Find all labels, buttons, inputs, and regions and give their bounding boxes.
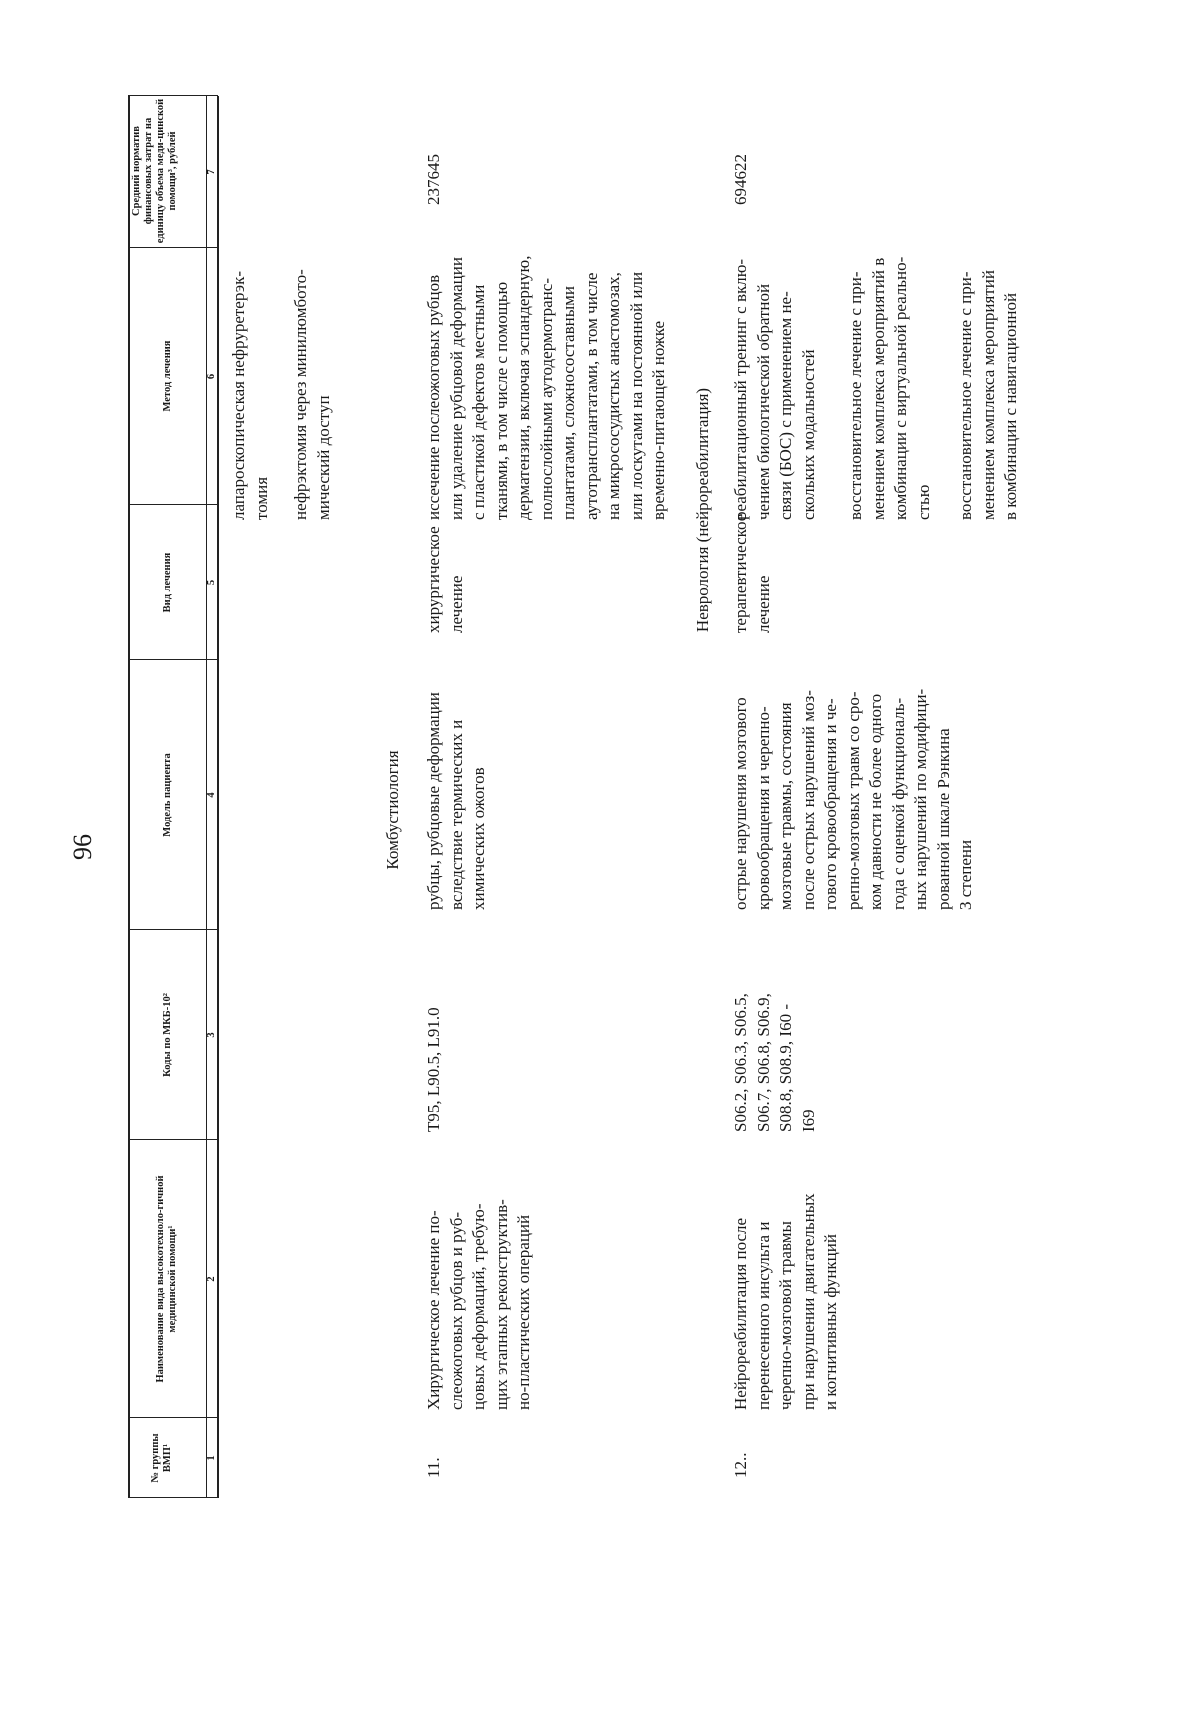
- row-11-treatment-method: иссечение послеожоговых рубцов или удаление рубцовой деформации с пластикой дефектов местными тканями, в том числе с помощью дерматензии, включая эспандерную, полнослойными аутодермотранс- плантатами, сложносоставными аутотрансплантатами, в том числе на микрососудистых анастомозах, или лоскутами на постоянной или временно-питающей ножке: [424, 255, 668, 520]
- col-number-5: 5: [206, 579, 217, 586]
- row-12-icd-codes: S06.2, S06.3, S06.5, S06.7, S06.8, S06.9, S08.8, S08.9, I60 - I69: [731, 993, 818, 1132]
- row-11-vmp-name: Хирургическое лечение по- слеожоговых рубцов и руб- цовых деформаций, требую- щих этапных реконструктив- но-пластических операций: [424, 1199, 533, 1410]
- header-group-number: № группы ВМП¹: [150, 1433, 173, 1483]
- header-treatment-type: Вид лечения: [162, 552, 173, 613]
- column-number-divider: [217, 96, 219, 1498]
- section-title-combustiology: Комбустиология: [383, 750, 402, 870]
- row-12-treatment-type: терапевтическое лечение: [731, 513, 773, 633]
- header-patient-model: Модель пациента: [162, 753, 173, 837]
- header-treatment-method: Метод лечения: [162, 340, 173, 412]
- continued-method-1: лапароскопическая нефруретерэк- томия: [229, 271, 271, 520]
- col-number-4: 4: [206, 792, 217, 798]
- col-line-0: [128, 1497, 218, 1498]
- col-line-6: [128, 247, 218, 248]
- col-line-2: [128, 1139, 218, 1140]
- continued-method-2: нефрэктомия через минилюмбото- мический доступ: [291, 269, 333, 520]
- row-12-method-2: восстановительное лечение с при- менением комплекса мероприятий в комбинации с виртуальной реально- стью: [846, 256, 933, 520]
- row-12-vmp-name: Нейрореабилитация после перенесенного инсульта и черепно-мозговой травмы при нарушении двигательных и когнитивных функций: [731, 1193, 840, 1410]
- col-line-7: [128, 95, 218, 96]
- col-number-2: 2: [206, 1276, 217, 1282]
- header-icd-codes: Коды по МКБ-10²: [162, 993, 173, 1077]
- row-12-patient-model: острые нарушения мозгового кровообращения и черепно- мозговые травмы, состояния после острых нарушений моз- гового кровообращения и че- репно-мозговых травм со сро- ком давности не более одного года с оценкой функциональ- ных нарушений по модифици- рованной шкале Рэнкина 3 степени: [731, 688, 975, 910]
- header-vmp-name: Наименование вида высокотехноло-гичной медицинской помощи¹: [155, 1175, 178, 1383]
- row-11-patient-model: рубцы, рубцовые деформации вследствие термических и химических ожогов: [424, 692, 488, 910]
- row-12-average-cost: 694622: [731, 154, 750, 205]
- row-12-method-3: восстановительное лечение с при- менением комплекса мероприятий в комбинации с навигационной: [956, 270, 1020, 520]
- col-line-5: [128, 504, 218, 505]
- row-11-average-cost: 237645: [424, 154, 443, 205]
- section-title-neurology: Неврология (нейрореабилитация): [693, 387, 712, 633]
- col-line-3: [128, 929, 218, 930]
- row-12-number: 12..: [731, 1452, 750, 1478]
- row-11-icd-codes: T95, L90.5, L91.0: [424, 1007, 443, 1132]
- col-line-1: [128, 1417, 218, 1418]
- table-top-border: [128, 96, 130, 1498]
- row-11-treatment-type: хирургическое лечение: [424, 526, 466, 633]
- col-number-3: 3: [206, 1032, 217, 1038]
- row-12-method-1: реабилитационный тренинг с вклю- чением биологической обратной связи (БОС) с применением не- скольких модальностей: [731, 258, 818, 520]
- header-average-cost: Средний норматив финансовых затрат на единицу объема меди-цинской помощи³, рублей: [131, 98, 178, 244]
- page-number: 96: [68, 834, 97, 860]
- col-number-1: 1: [206, 1455, 217, 1461]
- row-11-number: 11.: [424, 1457, 443, 1478]
- col-number-6: 6: [206, 373, 217, 380]
- col-number-7: 7: [206, 169, 217, 175]
- col-line-4: [128, 659, 218, 660]
